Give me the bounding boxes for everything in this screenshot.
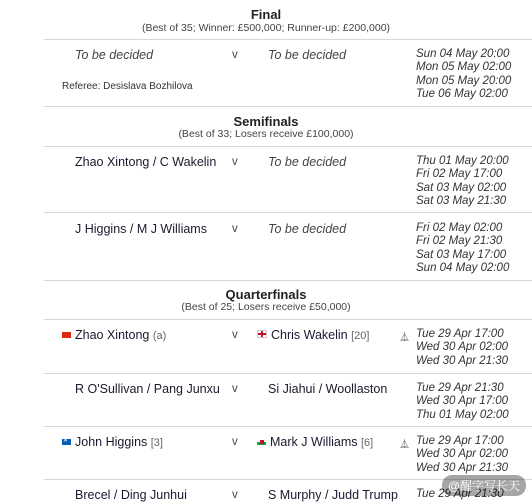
qf2-vs: v bbox=[232, 383, 238, 395]
time-slot: Tue 29 Apr 17:00 bbox=[416, 435, 504, 447]
sf2-player2: To be decided bbox=[268, 222, 347, 236]
divider bbox=[44, 146, 532, 147]
final-times bbox=[416, 48, 511, 101]
final-subtitle: (Best of 35; Winner: £500,000; Runner-up: £200,000) bbox=[141, 22, 391, 34]
time-slot: Fri 02 May 17:00 bbox=[416, 168, 503, 181]
sf2-vs: v bbox=[232, 223, 238, 235]
time-slot: Tue 29 Apr 21:30 bbox=[416, 488, 504, 500]
qf2-player1[interactable]: R O'Sullivan / Pang Junxu bbox=[75, 382, 220, 396]
qf1-player1[interactable] bbox=[62, 328, 166, 342]
divider bbox=[44, 319, 532, 320]
semifinals-subtitle: (Best of 33; Losers receive £100,000) bbox=[178, 128, 354, 140]
venue-icon: ⏅ bbox=[400, 439, 410, 449]
qf1-player2[interactable] bbox=[257, 328, 369, 342]
sf1-player1[interactable]: Zhao Xintong / C Wakelin bbox=[75, 155, 217, 169]
sf1-player2: To be decided bbox=[268, 155, 347, 169]
divider bbox=[44, 39, 532, 40]
final-title: Final bbox=[250, 7, 282, 22]
player-seed: [3] bbox=[150, 437, 163, 449]
qf1-vs: v bbox=[232, 329, 238, 341]
quarterfinals-subtitle: (Best of 25; Losers receive £50,000) bbox=[181, 301, 351, 313]
qf4-vs: v bbox=[232, 489, 238, 501]
time-slot: Wed 30 Apr 02:00 bbox=[416, 341, 509, 354]
player-seed: [20] bbox=[351, 330, 370, 342]
player-name: John Higgins bbox=[75, 435, 148, 449]
time-slot: Thu 01 May 02:00 bbox=[416, 408, 509, 421]
qf4-player1[interactable]: Brecel / Ding Junhui bbox=[75, 488, 187, 502]
final-player1: To be decided bbox=[75, 48, 154, 62]
time-slot: Wed 30 Apr 21:30 bbox=[416, 461, 509, 474]
time-slot: Sat 03 May 21:30 bbox=[416, 194, 507, 207]
time-slot: Wed 30 Apr 02:00 bbox=[416, 448, 509, 461]
qf4-player2[interactable]: S Murphy / Judd Trump bbox=[268, 488, 398, 502]
player-name: Mark J Williams bbox=[270, 435, 358, 449]
divider bbox=[44, 106, 532, 107]
time-slot: Wed 30 Apr 17:00 bbox=[416, 395, 509, 408]
time-slot: Fri 02 May 21:30 bbox=[416, 235, 503, 248]
divider bbox=[44, 373, 532, 374]
time-slot: Thu 01 May 20:00 bbox=[416, 155, 509, 167]
time-slot: Sun 04 May 20:00 bbox=[416, 48, 510, 60]
sf2-player1[interactable]: J Higgins / M J Williams bbox=[75, 222, 207, 236]
qf1-times bbox=[416, 328, 508, 368]
wales-flag-icon bbox=[257, 439, 266, 445]
divider bbox=[44, 280, 532, 281]
sf2-times bbox=[416, 222, 509, 275]
player-seed: (a) bbox=[152, 330, 167, 342]
divider bbox=[44, 212, 532, 213]
final-player2: To be decided bbox=[268, 48, 347, 62]
divider bbox=[44, 426, 532, 427]
time-slot: Mon 05 May 02:00 bbox=[416, 61, 512, 74]
time-slot: Wed 30 Apr 21:30 bbox=[416, 354, 509, 367]
england-flag-icon bbox=[257, 330, 267, 338]
final-referee: Referee: Desislava Bozhilova bbox=[62, 81, 193, 92]
sf1-times bbox=[416, 155, 509, 208]
qf2-times bbox=[416, 382, 509, 422]
qf3-times bbox=[416, 435, 508, 475]
time-slot: Fri 02 May 02:00 bbox=[416, 222, 503, 234]
player-seed: [6] bbox=[360, 437, 374, 449]
semifinals-title: Semifinals bbox=[233, 114, 299, 129]
sf1-vs: v bbox=[232, 156, 238, 168]
player-name: Zhao Xintong bbox=[75, 328, 150, 342]
quarterfinals-title: Quarterfinals bbox=[225, 287, 307, 302]
qf3-player1[interactable] bbox=[62, 435, 163, 449]
qf2-player2[interactable]: Si Jiahui / Woollaston bbox=[268, 382, 388, 396]
scotland-flag-icon bbox=[62, 439, 71, 445]
venue-icon: ⏅ bbox=[400, 332, 410, 342]
china-flag-icon bbox=[62, 332, 71, 338]
time-slot: Sat 03 May 02:00 bbox=[416, 181, 507, 194]
player-name: Chris Wakelin bbox=[271, 328, 348, 342]
qf3-vs: v bbox=[232, 436, 238, 448]
time-slot: Mon 05 May 20:00 bbox=[416, 74, 512, 87]
time-slot: Tue 06 May 02:00 bbox=[416, 87, 508, 100]
final-vs: v bbox=[232, 49, 238, 61]
qf3-player2[interactable] bbox=[257, 435, 373, 449]
time-slot: Sat 03 May 17:00 bbox=[416, 248, 507, 261]
time-slot: Sun 04 May 02:00 bbox=[416, 261, 510, 274]
time-slot: Tue 29 Apr 17:00 bbox=[416, 328, 504, 340]
watermark: @醒字写长天 bbox=[442, 475, 526, 496]
time-slot: Tue 29 Apr 21:30 bbox=[416, 382, 504, 394]
